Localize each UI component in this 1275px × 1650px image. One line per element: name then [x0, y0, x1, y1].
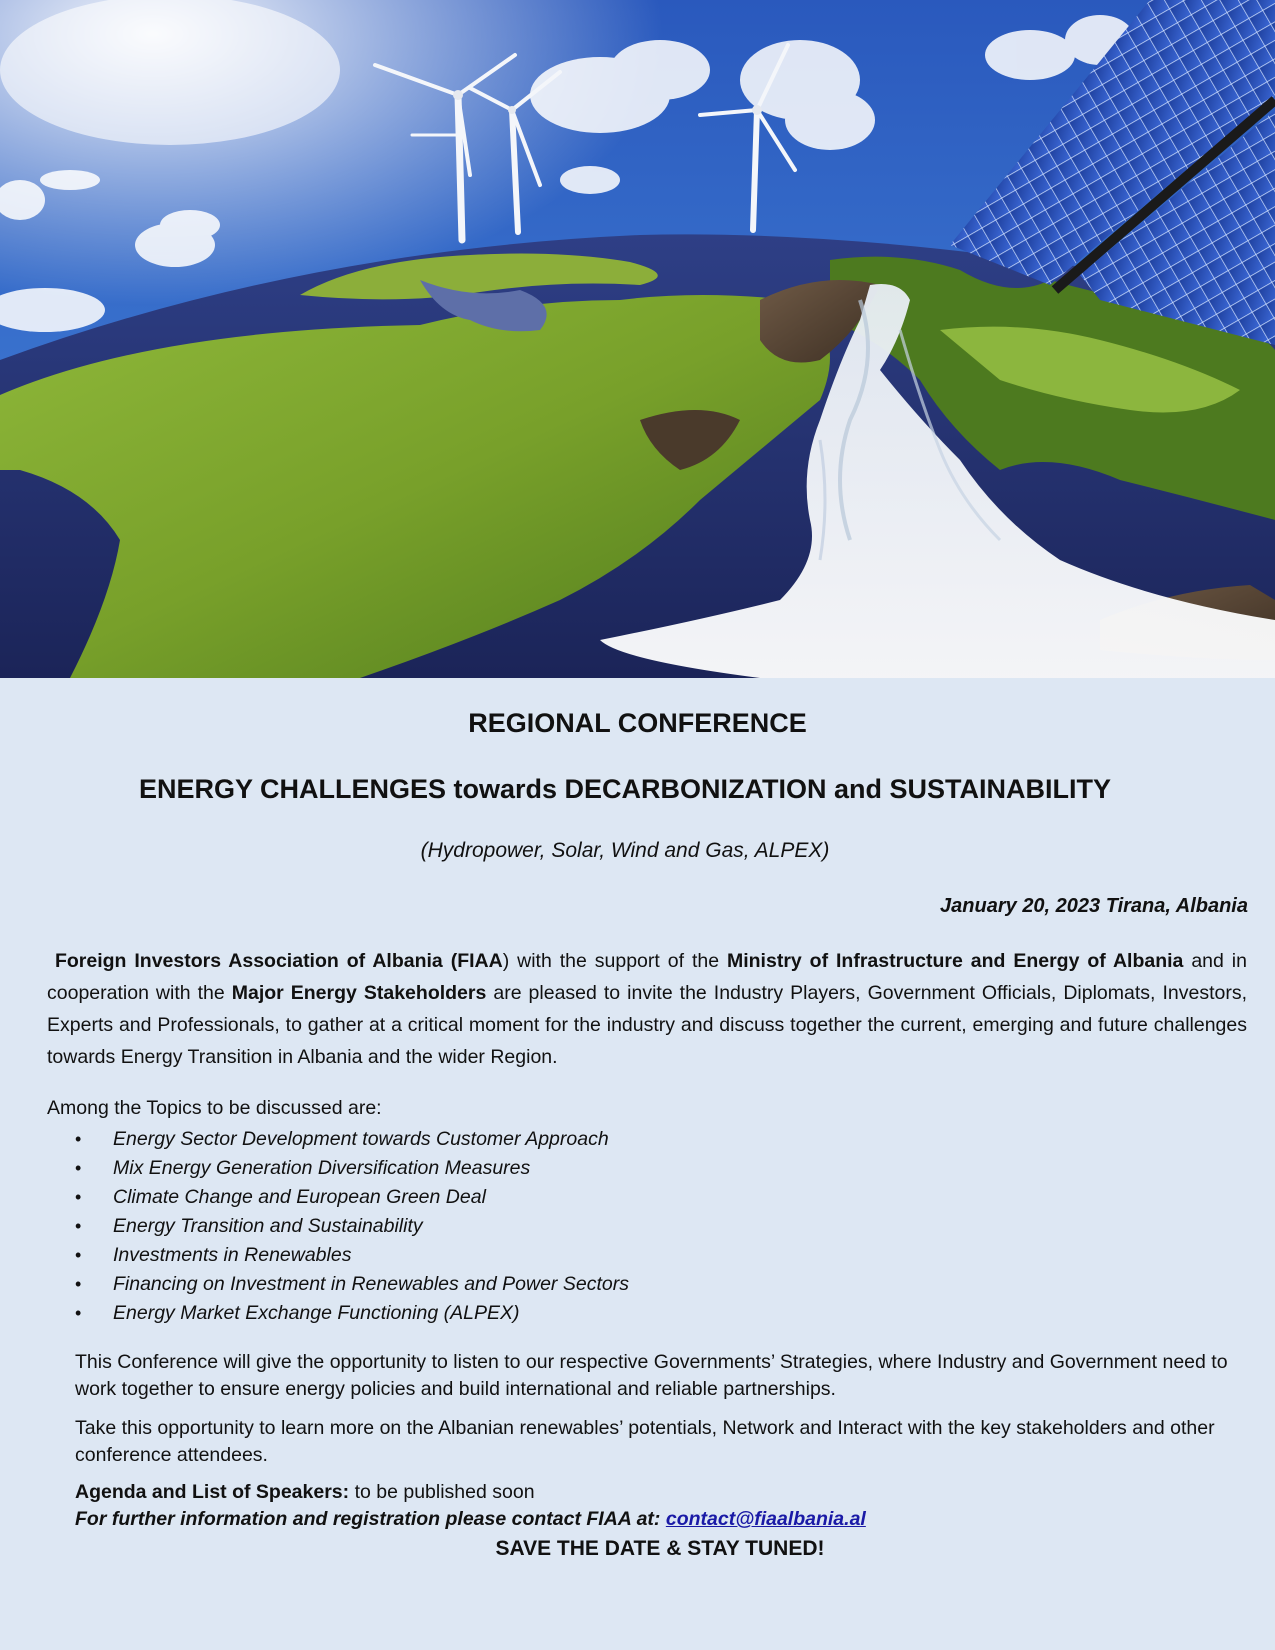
bullet-icon: •	[75, 1245, 82, 1265]
contact-text: For further information and registration please contact FIAA at:	[75, 1508, 666, 1530]
bullet-icon: •	[75, 1216, 82, 1236]
list-item	[47, 1125, 629, 1154]
topic-text: Energy Transition and Sustainability	[113, 1215, 423, 1237]
hero-image	[0, 0, 1275, 678]
bullet-icon: •	[75, 1303, 82, 1323]
topics-list	[47, 1125, 629, 1328]
topic-text: Financing on Investment in Renewables and Power Sectors	[113, 1273, 629, 1295]
list-item	[47, 1299, 629, 1328]
topic-text: Energy Market Exchange Functioning (ALPEX)	[113, 1302, 520, 1324]
conference-type-heading: REGIONAL CONFERENCE	[468, 708, 807, 738]
list-item	[47, 1270, 629, 1299]
save-the-date: SAVE THE DATE & STAY TUNED!	[495, 1537, 825, 1560]
org-name: Foreign Investors Association of Albania (FIAA	[54, 950, 503, 972]
conference-title: ENERGY CHALLENGES towards DECARBONIZATION and SUSTAINABILITY	[138, 774, 1112, 804]
topic-text: Energy Sector Development towards Customer Approach	[113, 1128, 609, 1150]
agenda-line	[75, 1481, 535, 1504]
bullet-icon: •	[75, 1274, 82, 1294]
intro-text-3: are pleased to invite the Industry Players, Government Officials, Diplomats, Investors, Experts and Professionals, to gather at a critical moment for the industry and discuss together the current, emerging and future challenges towards Energy Transition in Albania and the wider Region.	[47, 982, 1247, 1068]
topics-lead: Among the Topics to be discussed are:	[47, 1097, 382, 1119]
bullet-icon: •	[75, 1129, 82, 1149]
intro-paragraph	[47, 945, 1247, 1073]
ministry-name: Ministry of Infrastructure and Energy of Albania	[726, 950, 1184, 972]
date-location: January 20, 2023 Tirana, Albania	[940, 895, 1248, 917]
topic-text: Mix Energy Generation Diversification Measures	[113, 1157, 531, 1179]
topic-text: Investments in Renewables	[113, 1244, 352, 1266]
contact-email-link[interactable]: contact@fiaalbania.al	[665, 1508, 866, 1530]
intro-text-1: ) with the support of the	[502, 950, 727, 972]
list-item	[47, 1212, 629, 1241]
topic-text: Climate Change and European Green Deal	[113, 1186, 486, 1208]
opportunity-paragraph: Take this opportunity to learn more on the Albanian renewables’ potentials, Network and Interact with the key stakeholders and other conference attendees.	[75, 1417, 1215, 1466]
stakeholders-name: Major Energy Stakeholders	[231, 982, 487, 1004]
intro-text-2: and in cooperation with the	[47, 950, 1247, 1004]
agenda-value: to be published soon	[349, 1481, 535, 1503]
bullet-icon: •	[75, 1187, 82, 1207]
strategies-paragraph: This Conference will give the opportunity to listen to our respective Governments’ Strategies, where Industry and Government need to work together to ensure energy policies and build international and reliable partnerships.	[75, 1351, 1228, 1400]
bullet-icon: •	[75, 1158, 82, 1178]
list-item	[47, 1154, 629, 1183]
content-panel	[0, 678, 1275, 1650]
list-item	[47, 1241, 629, 1270]
contact-line	[75, 1508, 866, 1531]
agenda-label: Agenda and List of Speakers:	[75, 1481, 350, 1503]
conference-subtitle: (Hydropower, Solar, Wind and Gas, ALPEX)	[420, 839, 830, 862]
list-item	[47, 1183, 629, 1212]
